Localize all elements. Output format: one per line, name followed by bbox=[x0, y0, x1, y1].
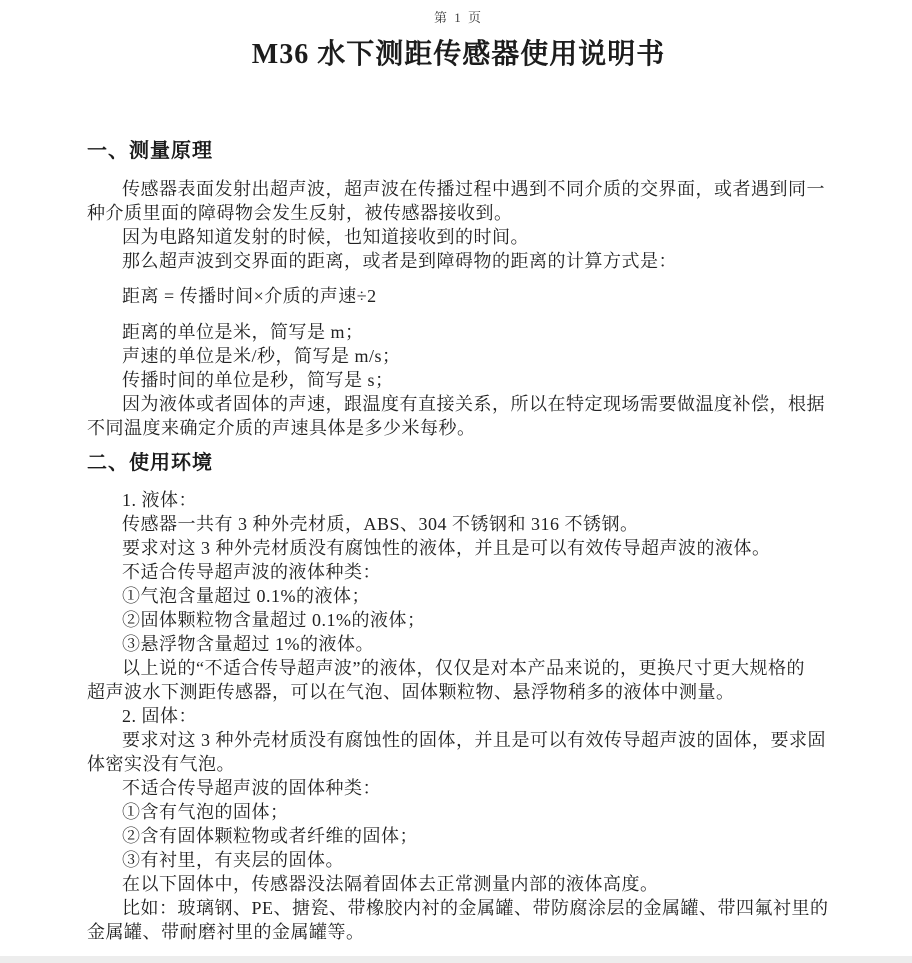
text-line: 在以下固体中，传感器没法隔着固体去正常测量内部的液体高度。 bbox=[122, 874, 659, 894]
text-line: 因为电路知道发射的时候，也知道接收到的时间。 bbox=[122, 227, 529, 247]
text-line: 体密实没有气泡。 bbox=[87, 754, 235, 774]
text-line: 传感器一共有 3 种外壳材质，ABS、304 不锈钢和 316 不锈钢。 bbox=[122, 514, 639, 534]
circled-list-item: ①含有气泡的固体； bbox=[122, 802, 289, 822]
text-line: 传感器表面发射出超声波，超声波在传播过程中遇到不同介质的交界面，或者遇到同一 bbox=[122, 179, 825, 199]
text-line: 比如：玻璃钢、PE、搪瓷、带橡胶内衬的金属罐、带防腐涂层的金属罐、带四氟衬里的 bbox=[122, 898, 829, 918]
circled-list-item: ②固体颗粒物含量超过 0.1%的液体； bbox=[122, 610, 426, 630]
text-line: 不适合传导超声波的固体种类： bbox=[122, 778, 381, 798]
text-line: 要求对这 3 种外壳材质没有腐蚀性的固体，并且是可以有效传导超声波的固体，要求固 bbox=[122, 730, 826, 750]
page-bottom-edge bbox=[0, 956, 912, 963]
text-line: 不适合传导超声波的液体种类： bbox=[122, 562, 381, 582]
circled-list-item: ②含有固体颗粒物或者纤维的固体； bbox=[122, 826, 418, 846]
text-line: 金属罐、带耐磨衬里的金属罐等。 bbox=[87, 922, 365, 942]
distance-formula: 距离 = 传播时间×介质的声速÷2 bbox=[122, 286, 377, 306]
text-line: 那么超声波到交界面的距离，或者是到障碍物的距离的计算方式是： bbox=[122, 251, 677, 271]
text-line: 以上说的“不适合传导超声波”的液体，仅仅是对本产品来说的，更换尺寸更大规格的 bbox=[122, 658, 805, 678]
text-line: 距离的单位是米，简写是 m； bbox=[122, 322, 364, 342]
section-heading-usage-environment: 二、使用环境 bbox=[87, 452, 213, 474]
text-line: 要求对这 3 种外壳材质没有腐蚀性的液体，并且是可以有效传导超声波的液体。 bbox=[122, 538, 771, 558]
circled-list-item: ③悬浮物含量超过 1%的液体。 bbox=[122, 634, 374, 654]
text-line: 传播时间的单位是秒，简写是 s； bbox=[122, 370, 394, 390]
section-heading-measurement-principle: 一、测量原理 bbox=[87, 140, 213, 162]
text-line: 不同温度来确定介质的声速具体是多少米每秒。 bbox=[87, 418, 476, 438]
text-line: 超声波水下测距传感器，可以在气泡、固体颗粒物、悬浮物稍多的液体中测量。 bbox=[87, 682, 735, 702]
document-title: M36 水下测距传感器使用说明书 bbox=[251, 39, 666, 70]
text-line: 声速的单位是米/秒，简写是 m/s； bbox=[122, 346, 401, 366]
text-line: 种介质里面的障碍物会发生反射，被传感器接收到。 bbox=[87, 203, 513, 223]
list-item-liquid: 1. 液体： bbox=[122, 490, 197, 510]
list-item-solid: 2. 固体： bbox=[122, 706, 197, 726]
page-number: 第 1 页 bbox=[433, 10, 483, 25]
circled-list-item: ①气泡含量超过 0.1%的液体； bbox=[122, 586, 370, 606]
text-line: 因为液体或者固体的声速，跟温度有直接关系，所以在特定现场需要做温度补偿，根据 bbox=[122, 394, 825, 414]
circled-list-item: ③有衬里，有夹层的固体。 bbox=[122, 850, 344, 870]
